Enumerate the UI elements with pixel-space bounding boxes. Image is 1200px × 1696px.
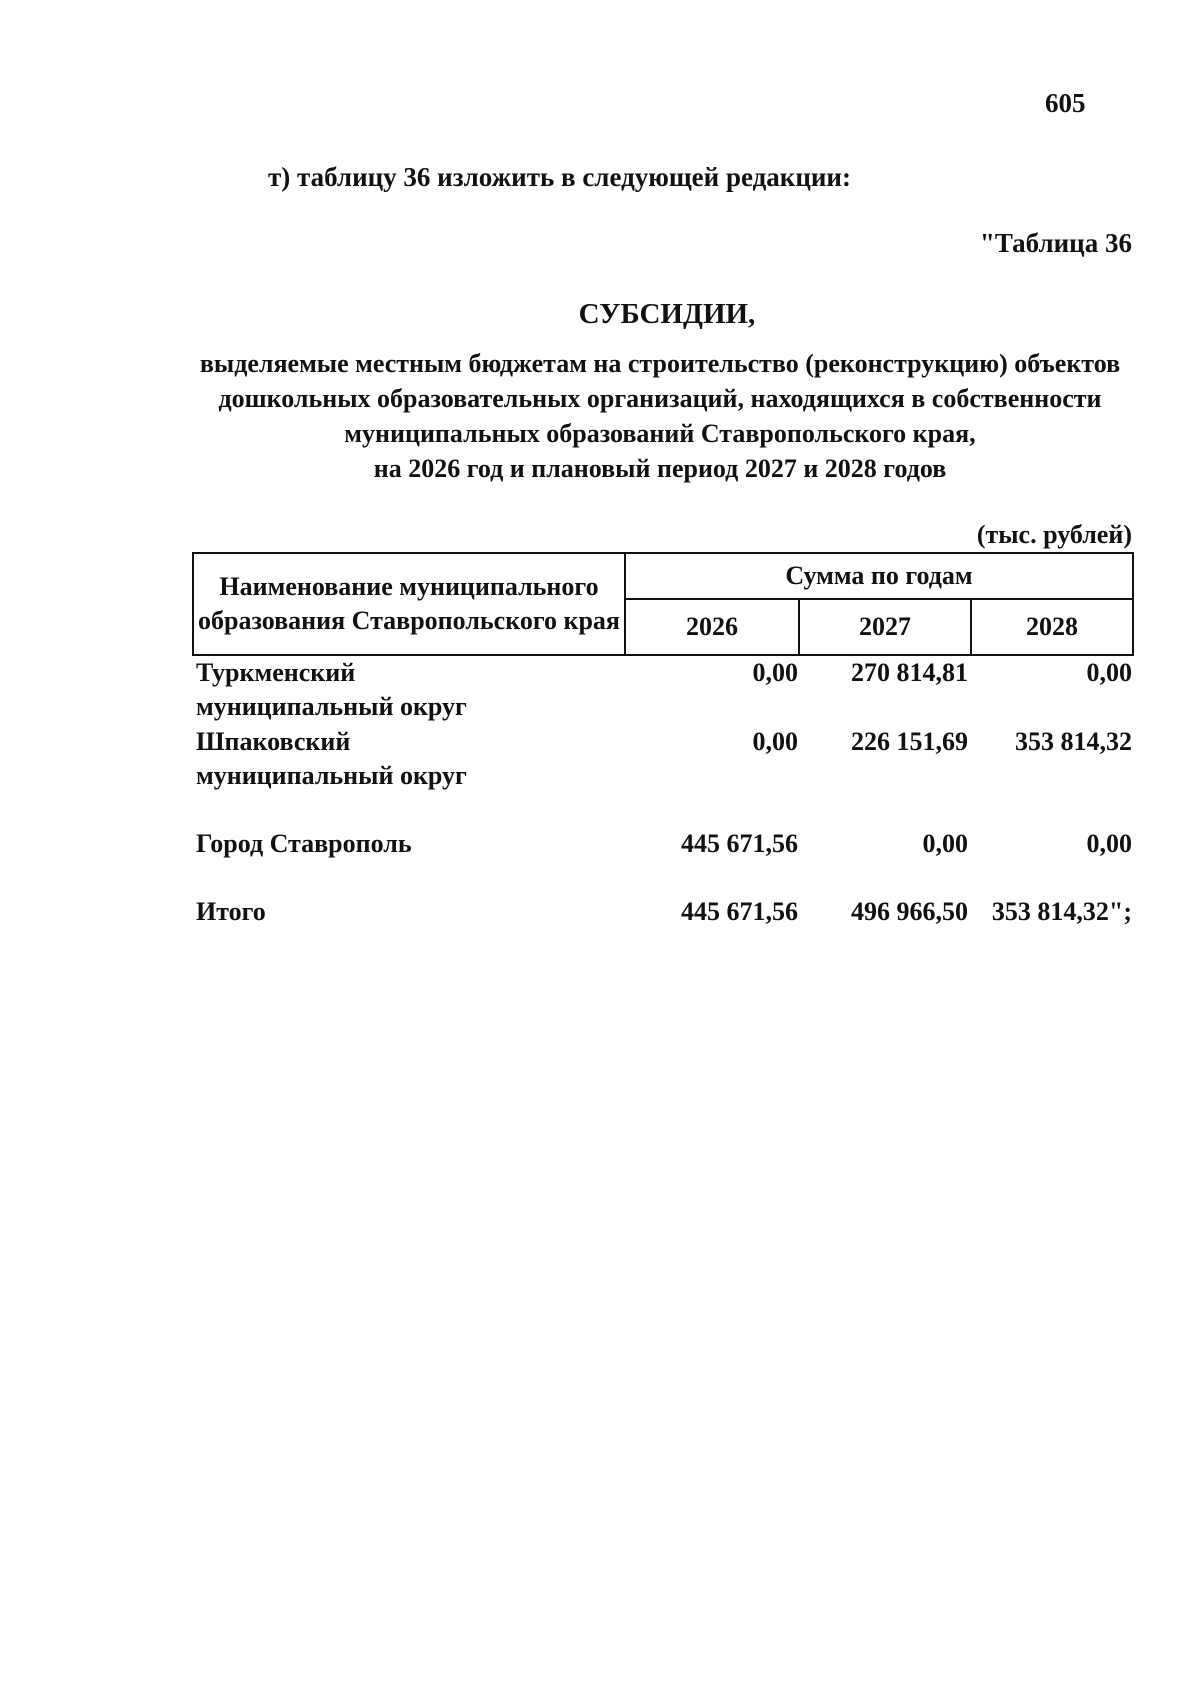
- value-2026: 0,00: [752, 658, 798, 687]
- row-name-line: муниципальный округ: [196, 692, 467, 721]
- name-column-header: [193, 553, 625, 655]
- subtitle-line: выделяемые местным бюджетам на строительство (реконструкцию) объектов: [199, 349, 1121, 378]
- name-header-line: Наименование муниципального: [219, 572, 599, 601]
- document-title: СУБСИДИИ,: [578, 298, 756, 330]
- subtitle-line: муниципальных образований Ставропольского края,: [344, 419, 976, 448]
- value-2026: 445 671,56: [681, 897, 798, 926]
- page-number: 605: [1045, 88, 1086, 118]
- table-body: [196, 656, 1136, 935]
- table-row: [196, 827, 1136, 895]
- value-2027: 496 966,50: [851, 897, 968, 926]
- row-name: [196, 895, 626, 929]
- table-label: "Таблица 36: [979, 228, 1132, 258]
- value-2027: 270 814,81: [851, 658, 968, 687]
- row-name-line: муниципальный округ: [196, 761, 467, 790]
- name-header-line: образования Ставропольского края: [197, 606, 621, 635]
- value-2026: 0,00: [752, 727, 798, 756]
- value-2027: 0,00: [922, 829, 968, 858]
- amendment-instruction: т) таблицу 36 изложить в следующей редакции:: [268, 162, 851, 192]
- row-name-line: Город Ставрополь: [196, 829, 412, 858]
- value-2028: 353 814,32";: [991, 897, 1132, 926]
- document-subtitle: [180, 346, 1140, 486]
- year-header-2026: 2026: [625, 599, 799, 655]
- row-name: [196, 656, 626, 724]
- value-2026: 445 671,56: [681, 829, 798, 858]
- subtitle-line: дошкольных образовательных организаций, находящихся в собственности: [218, 384, 1102, 413]
- table-row-total: [196, 895, 1136, 935]
- value-2028: 353 814,32: [1015, 727, 1132, 756]
- table-row: [196, 725, 1136, 827]
- value-2028: 0,00: [1086, 658, 1132, 687]
- table-row: [196, 656, 1136, 725]
- row-name-line: Итого: [196, 897, 266, 926]
- unit-label: (тыс. рублей): [976, 520, 1132, 549]
- subtitle-line: на 2026 год и плановый период 2027 и 2028 годов: [373, 454, 947, 483]
- row-name: [196, 827, 626, 861]
- value-2028: 0,00: [1086, 829, 1132, 858]
- row-name-line: Туркменский: [196, 658, 356, 687]
- value-2027: 226 151,69: [851, 727, 968, 756]
- sum-by-years-header: Сумма по годам: [625, 553, 1133, 599]
- row-name: [196, 725, 626, 793]
- row-name-line: Шпаковский: [196, 727, 351, 756]
- year-header-2027: 2027: [799, 599, 971, 655]
- table-header: [192, 552, 1134, 656]
- year-header-2028: 2028: [971, 599, 1133, 655]
